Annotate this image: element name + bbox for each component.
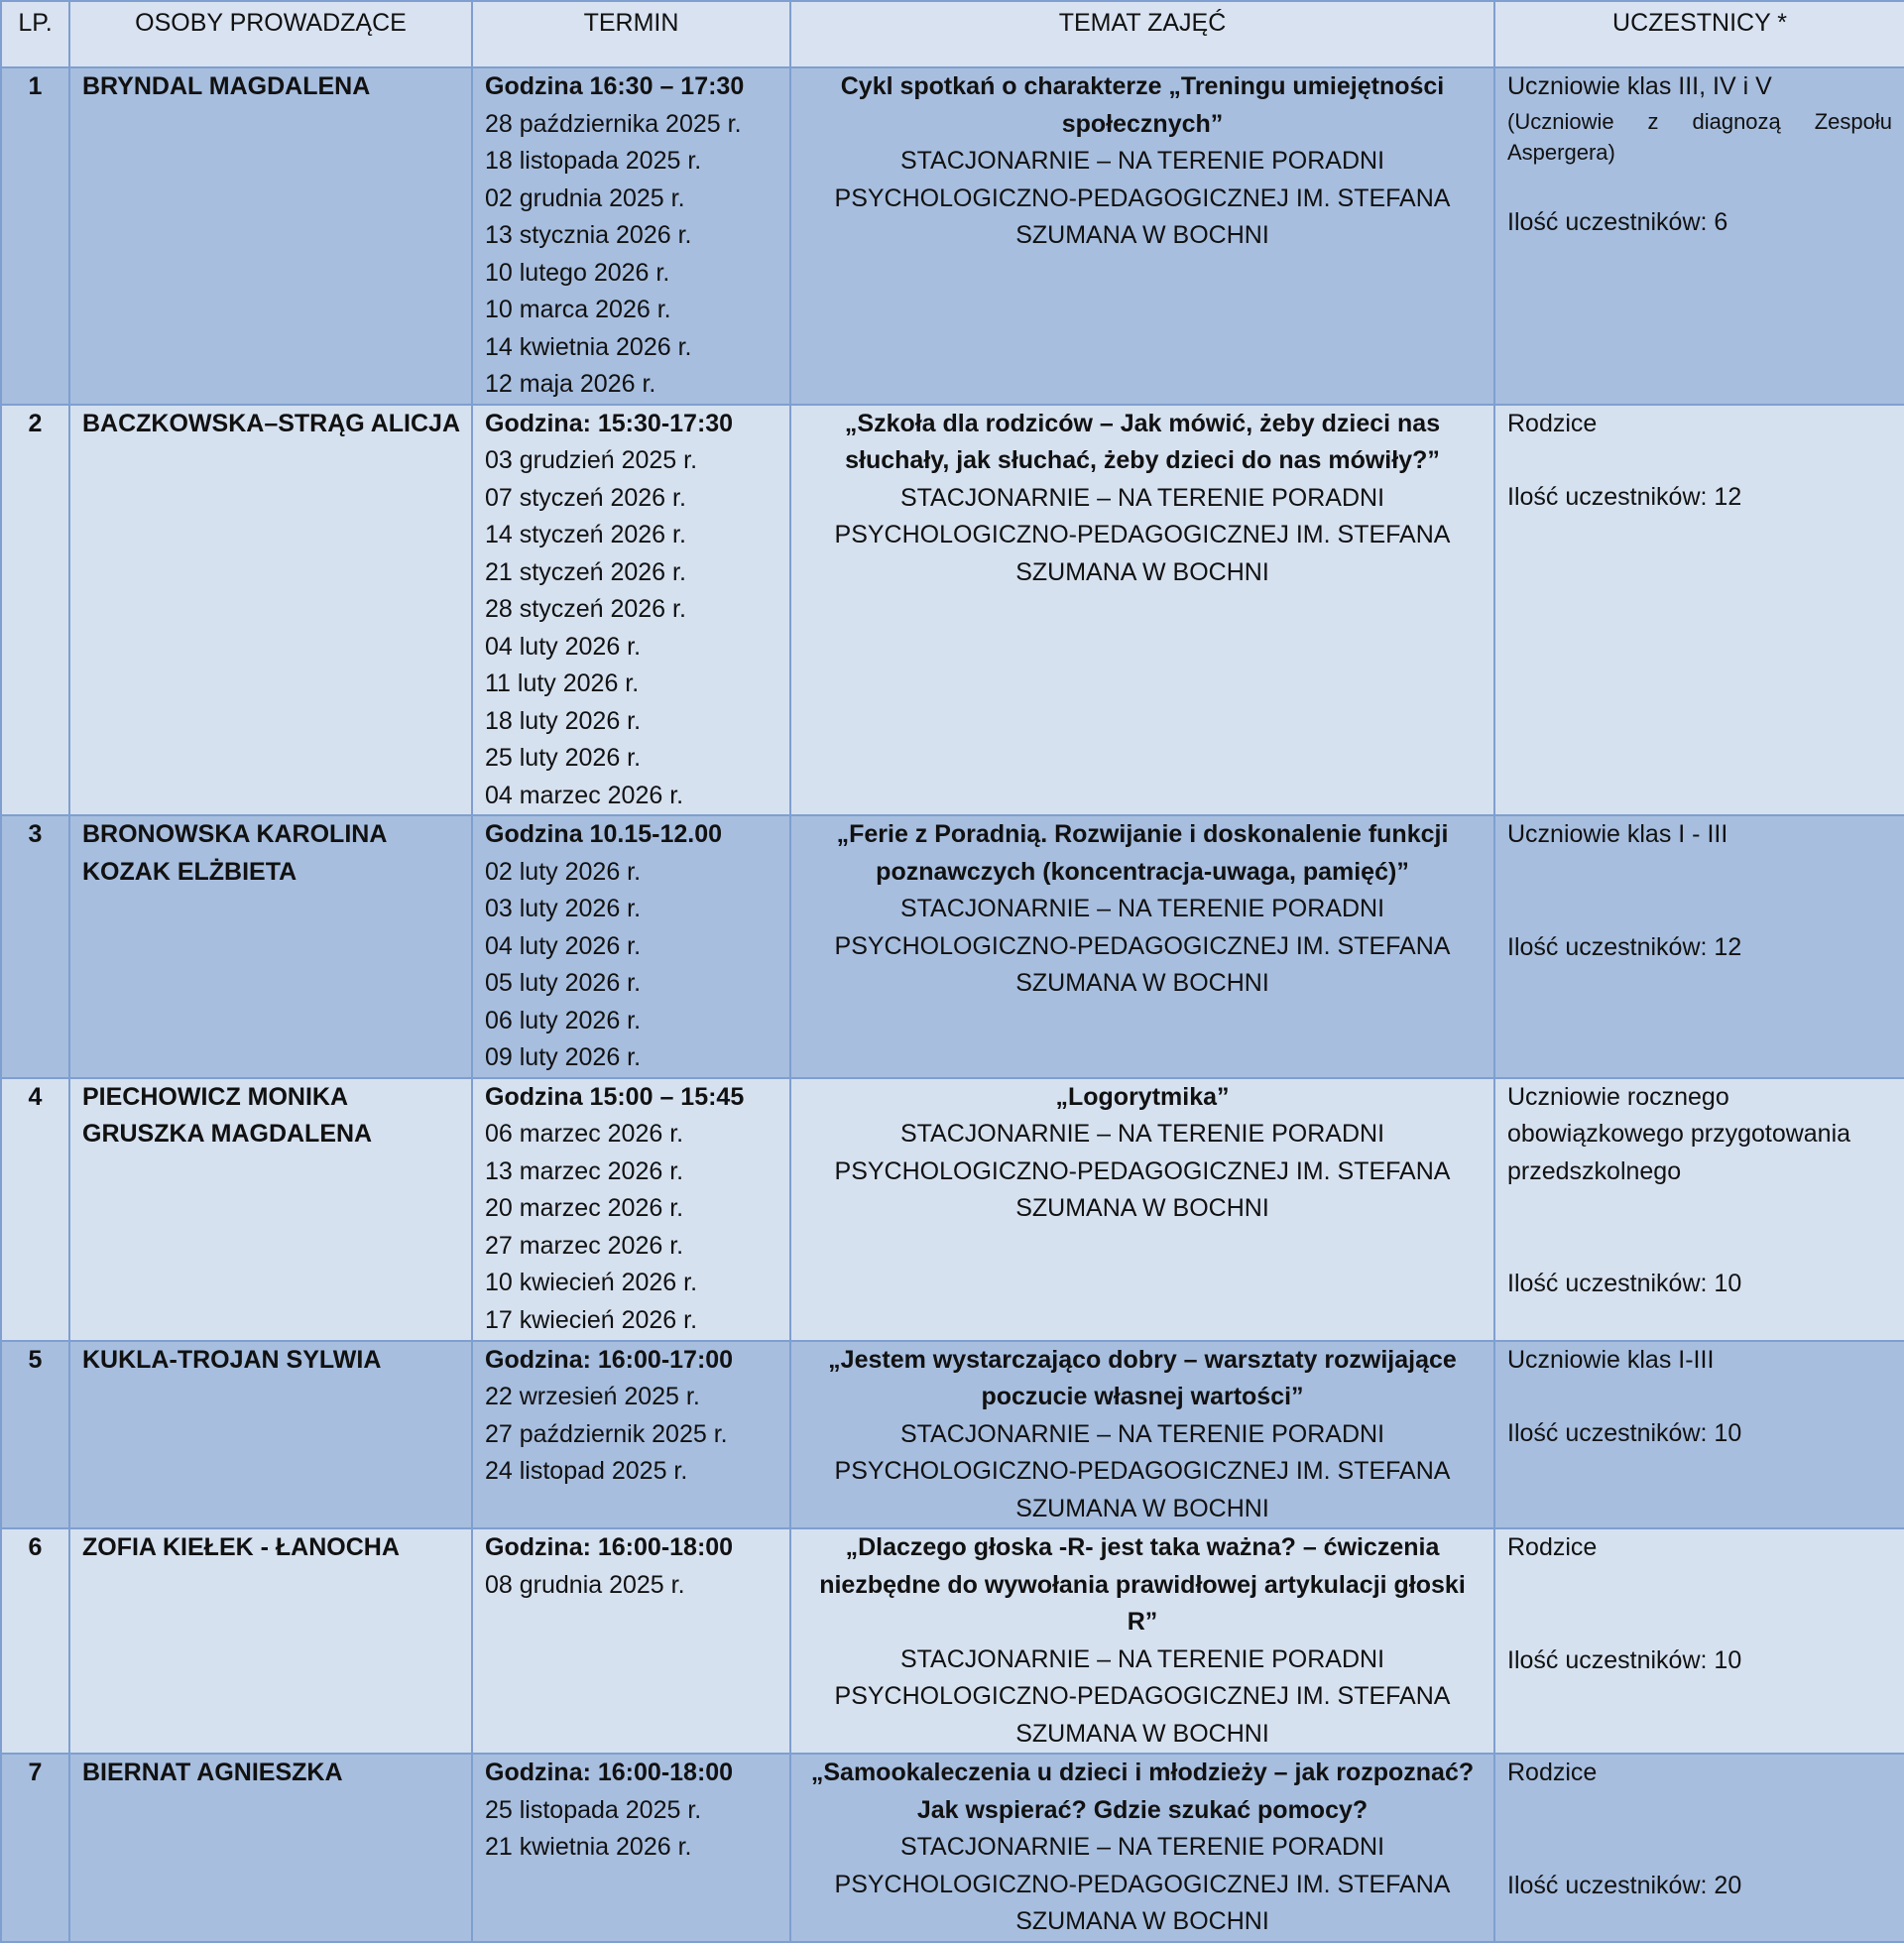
- person-name: BRONOWSKA KAROLINA: [82, 820, 388, 848]
- topic-cell: [790, 405, 1494, 816]
- topic-cell: [790, 1754, 1494, 1942]
- hour-label: Godzina 10.15-12.00: [485, 820, 723, 848]
- hour-label: Godzina: 16:00-18:00: [485, 1533, 734, 1561]
- topic-cell: [790, 1528, 1494, 1754]
- date-item: 04 luty 2026 r.: [485, 931, 642, 960]
- person-name: ZOFIA KIEŁEK - ŁANOCHA: [82, 1533, 400, 1561]
- topic-cell: [790, 67, 1494, 405]
- date-item: 18 luty 2026 r.: [485, 706, 642, 735]
- date-item: 11 luty 2026 r.: [485, 669, 640, 697]
- header-persons: OSOBY PROWADZĄCE: [69, 1, 472, 67]
- date-item: 21 styczeń 2026 r.: [485, 557, 686, 586]
- date-item: 07 styczeń 2026 r.: [485, 483, 686, 512]
- termin-cell: [472, 405, 790, 816]
- hour-label: Godzina 16:30 – 17:30: [485, 72, 745, 100]
- date-item: 10 lutego 2026 r.: [485, 258, 670, 287]
- participants-group: Rodzice: [1507, 1759, 1598, 1786]
- row-number: 3: [1, 815, 69, 1078]
- location-text: STACJONARNIE – NA TERENIE PORADNI PSYCHOLOGICZNO-PEDAGOGICZNEJ IM. STEFANA SZUMANA W BOCHNI: [834, 147, 1451, 249]
- person-name: BRYNDAL MAGDALENA: [82, 72, 371, 100]
- header-topic: TEMAT ZAJĘĆ: [790, 1, 1494, 67]
- location-text: STACJONARNIE – NA TERENIE PORADNI PSYCHOLOGICZNO-PEDAGOGICZNEJ IM. STEFANA SZUMANA W BOCHNI: [834, 1833, 1451, 1935]
- topic-title: „Jestem wystarczająco dobry – warsztaty rozwijające poczucie własnej wartości”: [828, 1345, 1457, 1410]
- date-item: 18 listopada 2025 r.: [485, 147, 702, 175]
- participants-count: Ilość uczestników: 10: [1507, 1645, 1742, 1674]
- row-number: 1: [1, 67, 69, 405]
- persons-cell: [69, 1754, 472, 1942]
- row-number: 6: [1, 1528, 69, 1754]
- date-item: 08 grudnia 2025 r.: [485, 1570, 685, 1599]
- termin-cell: [472, 815, 790, 1078]
- persons-cell: [69, 815, 472, 1078]
- participants-group: Uczniowie klas I-III: [1507, 1345, 1715, 1374]
- date-item: 12 maja 2026 r.: [485, 370, 656, 398]
- date-item: 22 wrzesień 2025 r.: [485, 1383, 700, 1410]
- date-item: 09 luty 2026 r.: [485, 1043, 642, 1071]
- header-participants: UCZESTNICY *: [1494, 1, 1904, 67]
- persons-cell: [69, 1078, 472, 1341]
- date-item: 28 października 2025 r.: [485, 109, 742, 138]
- person-name: KOZAK ELŻBIETA: [82, 857, 298, 886]
- table-row: [1, 1078, 1904, 1341]
- participants-cell: [1494, 1754, 1904, 1942]
- date-item: 24 listopad 2025 r.: [485, 1457, 688, 1485]
- persons-cell: [69, 67, 472, 405]
- participants-note: (Uczniowie z diagnozą Zespołu Aspergera): [1507, 108, 1892, 165]
- participants-cell: [1494, 67, 1904, 405]
- date-item: 03 grudzień 2025 r.: [485, 446, 698, 474]
- participants-count: Ilość uczestników: 6: [1507, 207, 1728, 236]
- date-item: 04 luty 2026 r.: [485, 632, 642, 661]
- participants-cell: [1494, 1078, 1904, 1341]
- termin-cell: [472, 1528, 790, 1754]
- date-item: 05 luty 2026 r.: [485, 969, 642, 997]
- date-item: 10 marca 2026 r.: [485, 296, 671, 323]
- termin-cell: [472, 1078, 790, 1341]
- topic-title: „Samookaleczenia u dzieci i młodzieży – jak rozpoznać? Jak wspierać? Gdzie szukać pomocy?: [810, 1759, 1475, 1824]
- date-item: 27 październik 2025 r.: [485, 1419, 728, 1448]
- termin-cell: [472, 1341, 790, 1529]
- person-name: PIECHOWICZ MONIKA: [82, 1082, 349, 1111]
- date-item: 13 marzec 2026 r.: [485, 1156, 684, 1185]
- date-item: 25 listopada 2025 r.: [485, 1795, 702, 1824]
- date-item: 06 marzec 2026 r.: [485, 1120, 684, 1148]
- location-text: STACJONARNIE – NA TERENIE PORADNI PSYCHOLOGICZNO-PEDAGOGICZNEJ IM. STEFANA SZUMANA W BOCHNI: [834, 1644, 1451, 1748]
- topic-title: „Szkoła dla rodziców – Jak mówić, żeby dzieci nas słuchały, jak słuchać, żeby dzieci do nas mówiły?”: [844, 409, 1441, 474]
- person-name: GRUSZKA MAGDALENA: [82, 1120, 373, 1148]
- location-text: STACJONARNIE – NA TERENIE PORADNI PSYCHOLOGICZNO-PEDAGOGICZNEJ IM. STEFANA SZUMANA W BOCHNI: [834, 483, 1451, 586]
- participants-count: Ilość uczestników: 12: [1507, 483, 1742, 511]
- header-lp: LP.: [1, 1, 69, 67]
- participants-group: Rodzice: [1507, 1533, 1598, 1561]
- table-row: [1, 815, 1904, 1078]
- hour-label: Godzina: 15:30-17:30: [485, 409, 734, 437]
- date-item: 10 kwiecień 2026 r.: [485, 1269, 698, 1296]
- participants-cell: [1494, 405, 1904, 816]
- participants-group: Uczniowie klas III, IV i V: [1507, 72, 1772, 100]
- table-row: [1, 1341, 1904, 1529]
- row-number: 5: [1, 1341, 69, 1529]
- topic-title: „Dlaczego głoska -R- jest taka ważna? – ćwiczenia niezbędne do wywołania prawidłowej artykulacji głoski R”: [819, 1533, 1466, 1636]
- row-number: 4: [1, 1078, 69, 1341]
- row-number: 7: [1, 1754, 69, 1942]
- date-item: 20 marzec 2026 r.: [485, 1194, 684, 1222]
- location-text: STACJONARNIE – NA TERENIE PORADNI PSYCHOLOGICZNO-PEDAGOGICZNEJ IM. STEFANA SZUMANA W BOCHNI: [834, 895, 1451, 997]
- participants-cell: [1494, 1528, 1904, 1754]
- topic-title: „Ferie z Poradnią. Rozwijanie i doskonalenie funkcji poznawczych (koncentracja-uwaga, pamięć)”: [836, 820, 1449, 886]
- participants-cell: [1494, 815, 1904, 1078]
- participants-group: Uczniowie rocznego obowiązkowego przygotowania przedszkolnego: [1507, 1082, 1851, 1185]
- hour-label: Godzina: 16:00-17:00: [485, 1345, 734, 1374]
- topic-cell: [790, 1078, 1494, 1341]
- person-name: BIERNAT AGNIESZKA: [82, 1759, 343, 1786]
- hour-label: Godzina: 16:00-18:00: [485, 1759, 734, 1786]
- date-item: 21 kwietnia 2026 r.: [485, 1833, 692, 1861]
- date-item: 02 luty 2026 r.: [485, 857, 642, 886]
- participants-group: Rodzice: [1507, 409, 1598, 437]
- location-text: STACJONARNIE – NA TERENIE PORADNI PSYCHOLOGICZNO-PEDAGOGICZNEJ IM. STEFANA SZUMANA W BOCHNI: [834, 1120, 1451, 1222]
- date-item: 06 luty 2026 r.: [485, 1006, 642, 1034]
- table-row: [1, 1754, 1904, 1942]
- header-termin: TERMIN: [472, 1, 790, 67]
- termin-cell: [472, 67, 790, 405]
- hour-label: Godzina 15:00 – 15:45: [485, 1082, 745, 1111]
- participants-count: Ilość uczestników: 12: [1507, 932, 1742, 961]
- date-item: 14 styczeń 2026 r.: [485, 521, 686, 548]
- persons-cell: [69, 405, 472, 816]
- date-item: 13 stycznia 2026 r.: [485, 221, 692, 249]
- row-number: 2: [1, 405, 69, 816]
- date-item: 17 kwiecień 2026 r.: [485, 1305, 698, 1334]
- table-row: [1, 67, 1904, 405]
- date-item: 03 luty 2026 r.: [485, 895, 642, 922]
- participants-count: Ilość uczestników: 10: [1507, 1419, 1742, 1447]
- topic-cell: [790, 815, 1494, 1078]
- participants-count: Ilość uczestników: 20: [1507, 1871, 1742, 1899]
- participants-count: Ilość uczestników: 10: [1507, 1270, 1742, 1297]
- persons-cell: [69, 1528, 472, 1754]
- date-item: 02 grudnia 2025 r.: [485, 183, 685, 212]
- topic-cell: [790, 1341, 1494, 1529]
- location-text: STACJONARNIE – NA TERENIE PORADNI PSYCHOLOGICZNO-PEDAGOGICZNEJ IM. STEFANA SZUMANA W BOCHNI: [834, 1419, 1451, 1522]
- date-item: 27 marzec 2026 r.: [485, 1231, 684, 1260]
- person-name: BACZKOWSKA–STRĄG ALICJA: [82, 409, 461, 437]
- person-name: KUKLA-TROJAN SYLWIA: [82, 1345, 382, 1374]
- table-row: [1, 1528, 1904, 1754]
- date-item: 04 marzec 2026 r.: [485, 781, 684, 809]
- topic-title: Cykl spotkań o charakterze „Treningu umiejętności społecznych”: [840, 72, 1445, 138]
- participants-group: Uczniowie klas I - III: [1507, 820, 1728, 848]
- date-item: 14 kwietnia 2026 r.: [485, 332, 692, 361]
- table-row: [1, 405, 1904, 816]
- header-row: [1, 1, 1904, 67]
- date-item: 25 luty 2026 r.: [485, 744, 642, 772]
- topic-title: „Logorytmika”: [1055, 1082, 1230, 1111]
- termin-cell: [472, 1754, 790, 1942]
- participants-cell: [1494, 1341, 1904, 1529]
- date-item: 28 styczeń 2026 r.: [485, 595, 686, 623]
- persons-cell: [69, 1341, 472, 1529]
